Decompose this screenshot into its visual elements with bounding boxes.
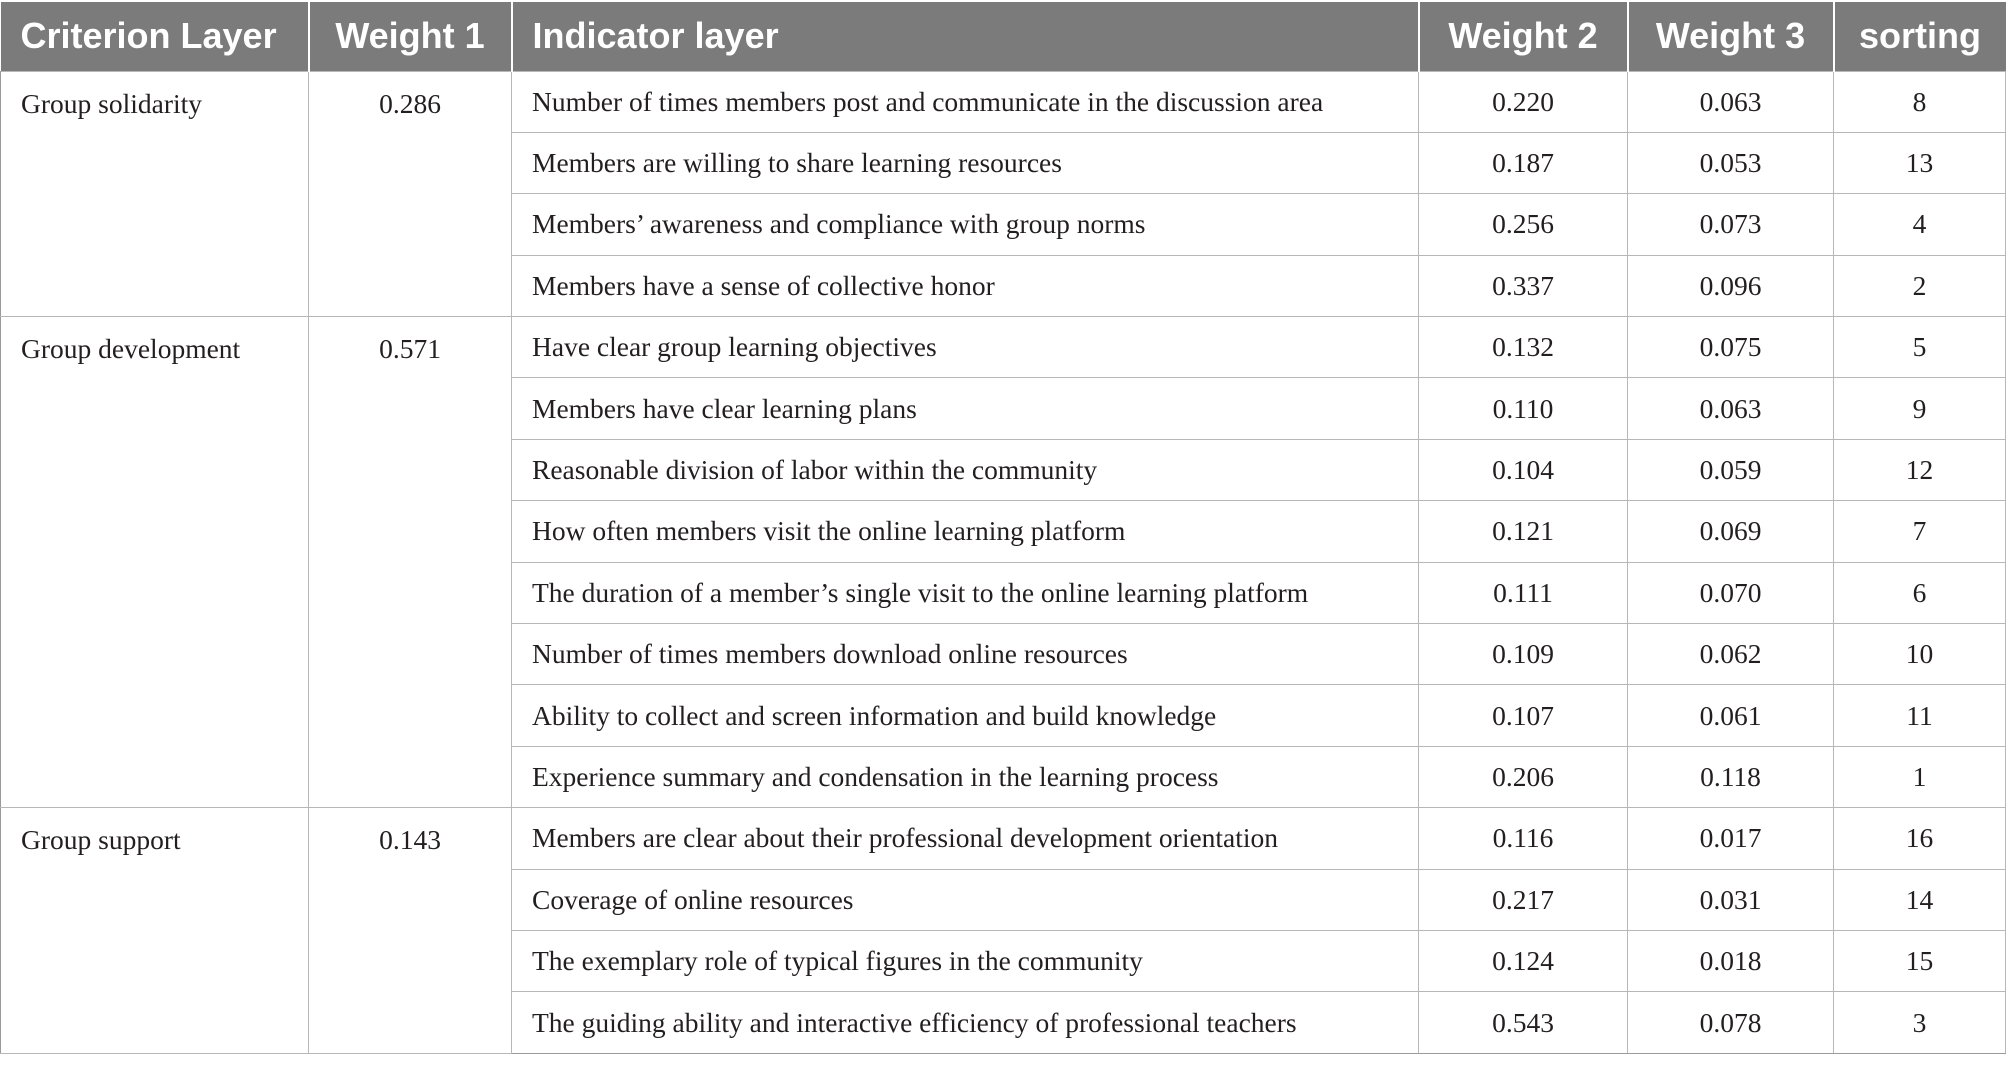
weight3-cell: 0.075 — [1628, 317, 1834, 378]
weight3-cell: 0.073 — [1628, 194, 1834, 255]
indicator-cell: Ability to collect and screen information and build knowledge — [512, 685, 1419, 746]
weight2-cell: 0.121 — [1419, 501, 1628, 562]
header-row — [1, 2, 2006, 71]
header-criterion-layer: Criterion Layer — [1, 2, 309, 71]
sorting-cell: 15 — [1834, 930, 2006, 991]
weight3-cell: 0.059 — [1628, 439, 1834, 500]
weight2-cell: 0.111 — [1419, 562, 1628, 623]
weight2-cell: 0.104 — [1419, 439, 1628, 500]
weight2-cell: 0.543 — [1419, 992, 1628, 1053]
weight2-cell: 0.107 — [1419, 685, 1628, 746]
sorting-cell: 5 — [1834, 317, 2006, 378]
weight3-cell: 0.096 — [1628, 255, 1834, 316]
header-weight-2: Weight 2 — [1419, 2, 1628, 71]
sorting-cell: 11 — [1834, 685, 2006, 746]
criterion-cell: Group solidarity — [1, 71, 309, 317]
weight2-cell: 0.124 — [1419, 930, 1628, 991]
weight2-cell: 0.110 — [1419, 378, 1628, 439]
weight2-cell: 0.256 — [1419, 194, 1628, 255]
sorting-cell: 3 — [1834, 992, 2006, 1053]
weight3-cell: 0.063 — [1628, 378, 1834, 439]
sorting-cell: 6 — [1834, 562, 2006, 623]
weight2-cell: 0.337 — [1419, 255, 1628, 316]
sorting-cell: 1 — [1834, 746, 2006, 807]
weight2-cell: 0.206 — [1419, 746, 1628, 807]
weight3-cell: 0.070 — [1628, 562, 1834, 623]
indicator-cell: Members are willing to share learning resources — [512, 132, 1419, 193]
table-body — [1, 71, 2006, 1053]
weight1-cell: 0.286 — [309, 71, 512, 317]
indicator-cell: Reasonable division of labor within the community — [512, 439, 1419, 500]
indicator-cell: Experience summary and condensation in the learning process — [512, 746, 1419, 807]
weight3-cell: 0.069 — [1628, 501, 1834, 562]
weight3-cell: 0.018 — [1628, 930, 1834, 991]
sorting-cell: 16 — [1834, 808, 2006, 869]
indicator-cell: Have clear group learning objectives — [512, 317, 1419, 378]
sorting-cell: 10 — [1834, 624, 2006, 685]
sorting-cell: 7 — [1834, 501, 2006, 562]
indicator-cell: Members have clear learning plans — [512, 378, 1419, 439]
indicator-cell: The guiding ability and interactive efficiency of professional teachers — [512, 992, 1419, 1053]
weights-table — [0, 2, 2006, 1054]
sorting-cell: 2 — [1834, 255, 2006, 316]
indicator-cell: How often members visit the online learning platform — [512, 501, 1419, 562]
indicator-cell: Coverage of online resources — [512, 869, 1419, 930]
criterion-cell: Group support — [1, 808, 309, 1054]
weight3-cell: 0.031 — [1628, 869, 1834, 930]
header-weight-3: Weight 3 — [1628, 2, 1834, 71]
weight2-cell: 0.220 — [1419, 71, 1628, 132]
indicator-cell: Members are clear about their professional development orientation — [512, 808, 1419, 869]
weight2-cell: 0.109 — [1419, 624, 1628, 685]
header-weight-1: Weight 1 — [309, 2, 512, 71]
weight3-cell: 0.017 — [1628, 808, 1834, 869]
weight3-cell: 0.063 — [1628, 71, 1834, 132]
criterion-cell: Group development — [1, 317, 309, 808]
indicator-cell: Members’ awareness and compliance with group norms — [512, 194, 1419, 255]
weight2-cell: 0.132 — [1419, 317, 1628, 378]
weight3-cell: 0.062 — [1628, 624, 1834, 685]
indicator-cell: Number of times members download online resources — [512, 624, 1419, 685]
weight3-cell: 0.078 — [1628, 992, 1834, 1053]
indicator-cell: Members have a sense of collective honor — [512, 255, 1419, 316]
weight3-cell: 0.061 — [1628, 685, 1834, 746]
sorting-cell: 9 — [1834, 378, 2006, 439]
sorting-cell: 8 — [1834, 71, 2006, 132]
weight1-cell: 0.571 — [309, 317, 512, 808]
weight3-cell: 0.053 — [1628, 132, 1834, 193]
weight1-cell: 0.143 — [309, 808, 512, 1054]
indicator-cell: The exemplary role of typical figures in the community — [512, 930, 1419, 991]
weight2-cell: 0.116 — [1419, 808, 1628, 869]
sorting-cell: 4 — [1834, 194, 2006, 255]
table-row — [1, 317, 2006, 378]
sorting-cell: 12 — [1834, 439, 2006, 500]
sorting-cell: 13 — [1834, 132, 2006, 193]
indicator-cell: The duration of a member’s single visit to the online learning platform — [512, 562, 1419, 623]
header-sorting: sorting — [1834, 2, 2006, 71]
indicator-cell: Number of times members post and communicate in the discussion area — [512, 71, 1419, 132]
table-row — [1, 71, 2006, 132]
weight3-cell: 0.118 — [1628, 746, 1834, 807]
weight2-cell: 0.187 — [1419, 132, 1628, 193]
sorting-cell: 14 — [1834, 869, 2006, 930]
table-header — [1, 2, 2006, 71]
header-indicator-layer: Indicator layer — [512, 2, 1419, 71]
table-row — [1, 808, 2006, 869]
weight2-cell: 0.217 — [1419, 869, 1628, 930]
